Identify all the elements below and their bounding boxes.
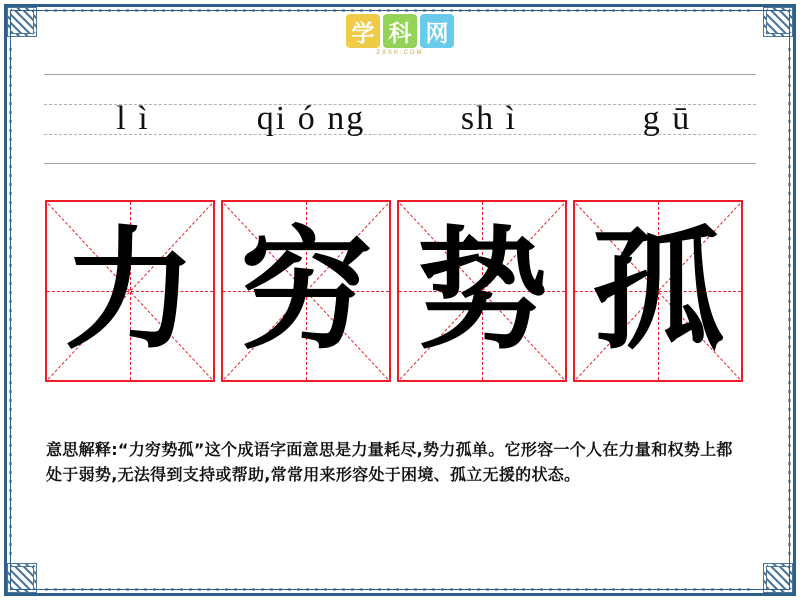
corner-ornament-bottom-right (763, 563, 793, 593)
character-grid (45, 200, 743, 382)
pinyin-row (44, 74, 756, 164)
character-cell-3 (397, 200, 567, 382)
character-cell-4 (573, 200, 743, 382)
site-logo (346, 14, 454, 56)
corner-ornament-top-left (7, 7, 37, 37)
logo-boxes (346, 14, 454, 48)
character-glyph-2: 穷 (240, 214, 372, 368)
pinyin-syllable-3: sh ì (460, 100, 518, 137)
pinyin-syllable-1: l ì (116, 100, 150, 137)
character-glyph-4: 孤 (592, 214, 724, 368)
pinyin-syllable-4: g ū (642, 100, 692, 137)
corner-ornament-top-right (763, 7, 793, 37)
edge-ornament-right (788, 45, 791, 555)
character-glyph-3: 势 (416, 214, 548, 368)
pinyin-syllable-2: qi ó ng (256, 100, 366, 137)
logo-box-1: 学 (346, 14, 380, 48)
explanation-block (46, 438, 746, 488)
edge-ornament-left (9, 45, 12, 555)
character-glyph-1: 力 (64, 214, 196, 368)
character-cell-2 (221, 200, 391, 382)
edge-ornament-bottom (45, 588, 755, 591)
explanation-label: 意思解释: (46, 440, 118, 459)
pinyin-staff (44, 74, 756, 164)
character-cell-1 (45, 200, 215, 382)
logo-box-3: 网 (420, 14, 454, 48)
logo-subtitle: ZXXK.COM (376, 50, 424, 56)
corner-ornament-bottom-left (7, 563, 37, 593)
edge-ornament-top (45, 9, 755, 12)
logo-box-2: 科 (383, 14, 417, 48)
explanation-text: “力穷势孤”这个成语字面意思是力量耗尽,势力孤单。它形容一个人在力量和权势上都处于弱势,无法得到支持或帮助,常常用来形容处于困境、孤立无援的状态。 (46, 440, 733, 484)
